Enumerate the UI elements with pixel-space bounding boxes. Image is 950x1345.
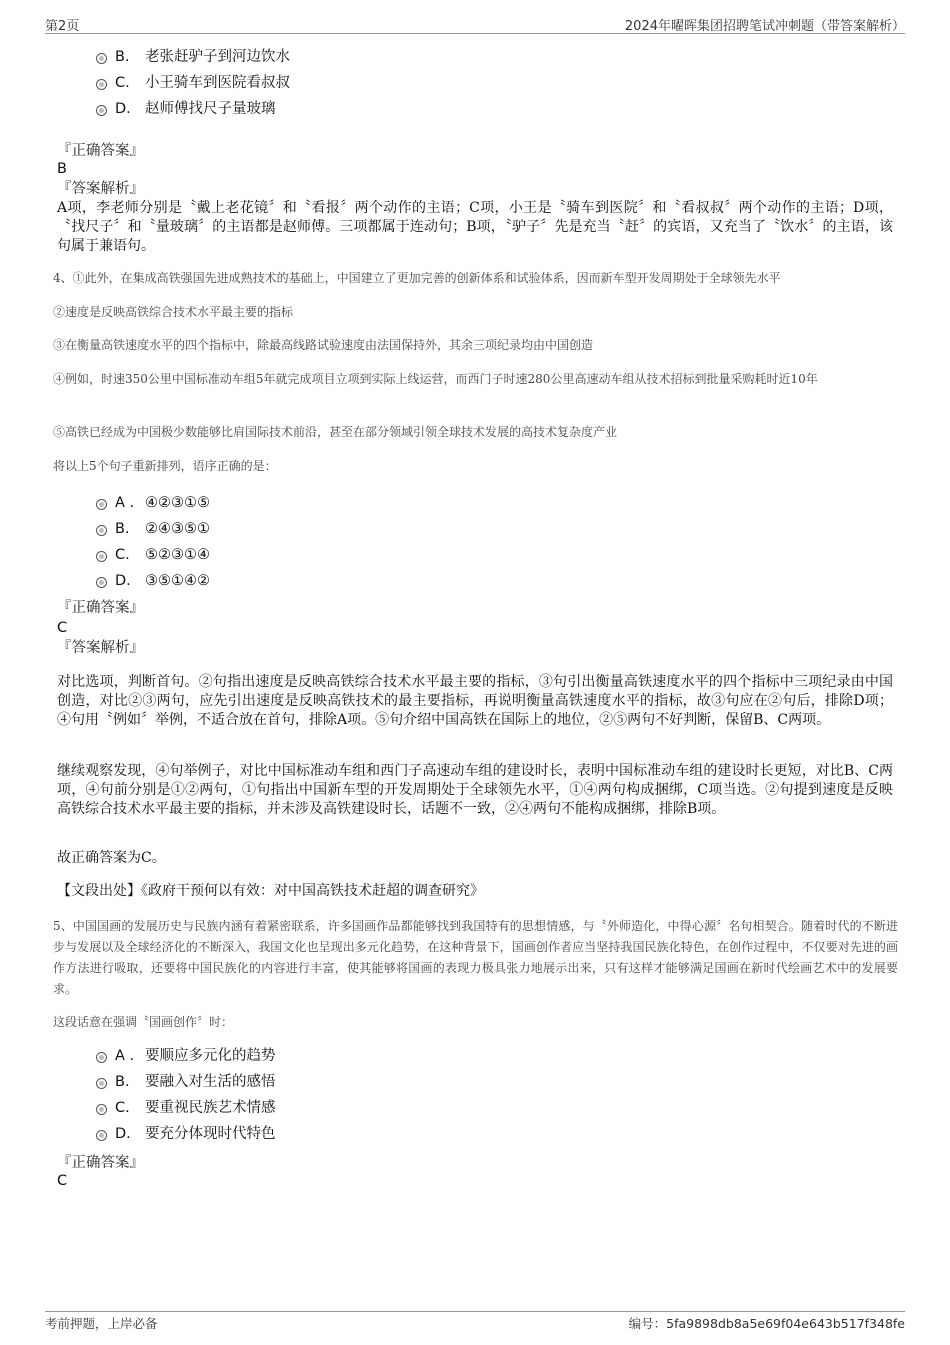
radio-icon[interactable] bbox=[96, 525, 107, 536]
q3-answer: B bbox=[57, 161, 67, 177]
q4-answer-label: 『正确答案』 bbox=[57, 600, 144, 616]
q4-answer: C bbox=[57, 620, 68, 636]
q5-question: 这段话意在强调〝国画创作〞时： bbox=[53, 1015, 234, 1029]
q5-answer: C bbox=[57, 1173, 68, 1189]
radio-icon[interactable] bbox=[96, 499, 107, 510]
radio-icon[interactable] bbox=[96, 79, 107, 90]
radio-icon[interactable] bbox=[96, 1052, 107, 1063]
q3-analysis-label: 『答案解析』 bbox=[57, 181, 144, 197]
q5-answer-label: 『正确答案』 bbox=[57, 1155, 144, 1171]
q4-sentence-1: 4、①此外，在集成高铁强国先进成熟技术的基础上，中国建立了更加完善的创新体系和试验体系，因而新车型开发周期处于全球领先水平 bbox=[53, 271, 781, 285]
q4-sentence-4: ④例如，时速350公里中国标准动车组5年就完成项目立项到实际上线运营，而西门子时速280公里高速动车组从技术招标到批量采购耗时近10年 bbox=[53, 372, 818, 386]
page-header bbox=[45, 14, 905, 34]
q5-stem: 5、中国国画的发展历史与民族内涵有着紧密联系，许多国画作品都能够找到我国特有的思想情感，与〝外师造化，中得心源〞名句相契合。随着时代的不断进步与发展以及全球经济化的不断深入，我国文化也呈现出多元化趋势，在这种背景下，国画创作者应当坚持我国民族化特色，在创作过程中，不仅要对先进的画作方法进行吸取，还要将中国民族化的内容进行丰富，使其能够将国画的表现力极具张力地展示出来，只有这样才能够满足国画在新时代绘画艺术中的发展要求。 bbox=[53, 919, 898, 996]
footer-slogan: 考前押题，上岸必备 bbox=[45, 1316, 158, 1331]
q4-sentence-2: ②速度是反映高铁综合技术水平最主要的指标 bbox=[53, 305, 294, 319]
radio-icon[interactable] bbox=[96, 105, 107, 116]
q4-sentence-3: ③在衡量高铁速度水平的四个指标中，除最高线路试验速度由法国保持外，其余三项纪录均由中国创造 bbox=[53, 338, 594, 352]
q4-analysis-label: 『答案解析』 bbox=[57, 640, 144, 656]
q3-analysis: A项，李老师分别是〝戴上老花镜〞和〝看报〞两个动作的主语；C项，小王是〝骑车到医院〞和〝看叔叔〞两个动作的主语；D项，〝找尺子〞和〝量玻璃〞的主语都是赵师傅。三项都属于连动句；B项，〝驴子〞先是充当〝赶〞的宾语，又充当了〝饮水〞的主语，该句属于兼语句。 bbox=[57, 200, 893, 254]
q4-analysis-paragraph-2: 继续观察发现，④句举例子，对比中国标准动车组和西门子高速动车组的建设时长，表明中国标准动车组的建设时长更短，对比B、C两项，④句前分别是①②两句，①句指出中国新车型的开发周期处于全球领先水平，①④两句构成捆绑，C项当选。②句提到速度是反映高铁综合技术水平最主要的指标，并未涉及高铁建设时长，话题不一致，②④两句不能构成捆绑，排除B项。 bbox=[57, 763, 893, 817]
q4-question: 将以上5个句子重新排列，语序正确的是： bbox=[53, 459, 277, 473]
radio-icon[interactable] bbox=[96, 551, 107, 562]
radio-icon[interactable] bbox=[96, 577, 107, 588]
radio-icon[interactable] bbox=[96, 1104, 107, 1115]
radio-icon[interactable] bbox=[96, 53, 107, 64]
q3-answer-label: 『正确答案』 bbox=[57, 143, 144, 159]
radio-icon[interactable] bbox=[96, 1130, 107, 1141]
page-footer bbox=[45, 1311, 905, 1331]
document-title: 2024年曜晖集团招聘笔试冲刺题（带答案解析） bbox=[624, 19, 905, 34]
q4-sentence-5: ⑤高铁已经成为中国极少数能够比肩国际技术前沿，甚至在部分领域引领全球技术发展的高技术复杂度产业 bbox=[53, 425, 618, 439]
q4-source: 【文段出处】《政府干预何以有效：对中国高铁技术赶超的调查研究》 bbox=[57, 883, 484, 899]
page-number: 第2页 bbox=[45, 19, 80, 34]
radio-icon[interactable] bbox=[96, 1078, 107, 1089]
document-code: 编号：5fa9898db8a5e69f04e643b517f348fe bbox=[628, 1316, 905, 1331]
q4-analysis-paragraph-1: 对比选项，判断首句。②句指出速度是反映高铁综合技术水平最主要的指标，③句引出衡量高铁速度水平的四个指标中三项纪录由中国创造，对比②③两句，应先引出速度是反映高铁技术的最主要指标，再说明衡量高铁速度水平的指标，故③句应在②句后，排除D项；④句用〝例如〞举例，不适合放在首句，排除A项。⑤句介绍中国高铁在国际上的地位，②⑤两句不好判断，保留B、C两项。 bbox=[57, 674, 893, 728]
q4-analysis-paragraph-3: 故正确答案为C。 bbox=[57, 850, 166, 866]
